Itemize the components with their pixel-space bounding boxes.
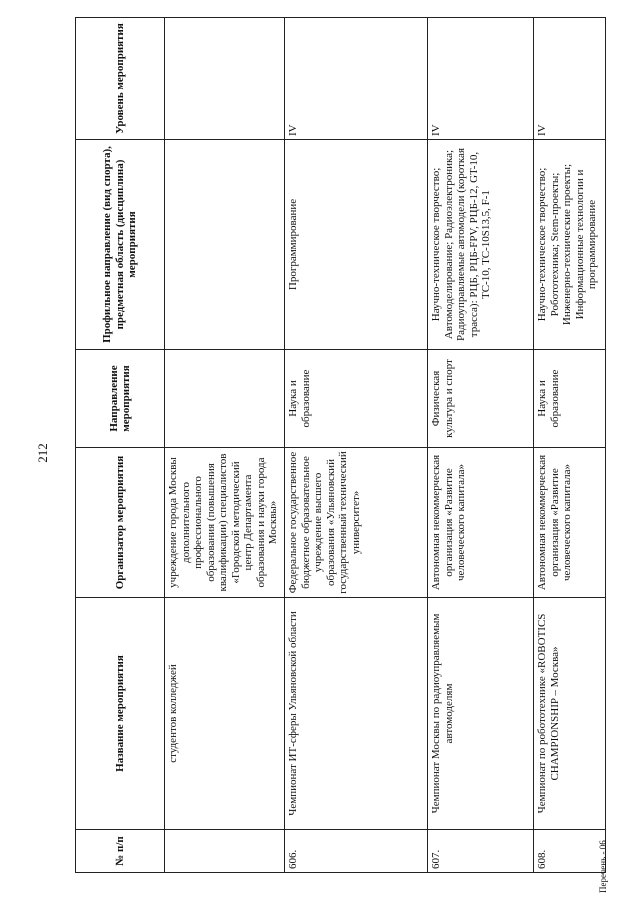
cell-organizer: учреждение города Москвы дополнительного профессионального образования (повышения квалификации) специалистов «Городской методический центр Департамента образования и науки города Москвы» (165, 448, 285, 598)
cell-direction: Наука и образование (534, 350, 606, 448)
header-level: Уровень мероприятия (76, 18, 165, 140)
cell-num: 608. (534, 830, 606, 873)
table-row (165, 18, 285, 873)
cell-name: Чемпионат по робототехнике «ROBOTICS CHAMPIONSHIP – Москва» (534, 598, 606, 830)
cell-organizer: Автономная некоммерческая организация «Развитие человеческого капитала» (428, 448, 534, 598)
cell-level: IV (428, 18, 534, 140)
cell-num (165, 830, 285, 873)
cell-profile (165, 140, 285, 350)
header-organizer: Организатор мероприятия (76, 448, 165, 598)
cell-organizer: Федеральное государственное бюджетное образовательное учреждение высшего образования «Ульяновский государственный технический университет» (285, 448, 428, 598)
events-table (75, 17, 606, 873)
table-row (285, 18, 428, 873)
cell-level: IV (534, 18, 606, 140)
header-profile: Профильное направление (вид спорта), предметная область (дисциплина) мероприятия (76, 140, 165, 350)
cell-profile: Программирование (285, 140, 428, 350)
header-num: № п/п (76, 830, 165, 873)
cell-name: студентов колледжей (165, 598, 285, 830)
cell-num: 606. (285, 830, 428, 873)
table-row (534, 18, 606, 873)
cell-name: Чемпионат ИТ-сферы Ульяновской области (285, 598, 428, 830)
cell-level: IV (285, 18, 428, 140)
cell-direction: Физическая культура и спорт (428, 350, 534, 448)
cell-direction (165, 350, 285, 448)
table-row (428, 18, 534, 873)
header-direction: Направление мероприятия (76, 350, 165, 448)
cell-num: 607. (428, 830, 534, 873)
cell-organizer: Автономная некоммерческая организация «Развитие человеческого капитала» (534, 448, 606, 598)
table-header-row (76, 18, 165, 873)
header-name: Название мероприятия (76, 598, 165, 830)
page-footer: Перечень - 06 (598, 840, 608, 893)
cell-direction: Наука и образование (285, 350, 428, 448)
cell-level (165, 18, 285, 140)
cell-name: Чемпионат Москвы по радиоуправляемым автомоделям (428, 598, 534, 830)
page-number: 212 (35, 443, 50, 463)
cell-profile: Научно-техническое творчество; Робототехника; Stem-проекты; Инженерно-технические проекты; Информационные технологии и программирование (534, 140, 606, 350)
cell-profile: Научно-техническое творчество; Автомоделирование; Радиоэлектроника; Радиоуправляемые автомодели (короткая трасса): РЦБ, РЦБ-FPV, РЦБ-12, GT-10, TC-10, TC-10S13,5, F-1 (428, 140, 534, 350)
